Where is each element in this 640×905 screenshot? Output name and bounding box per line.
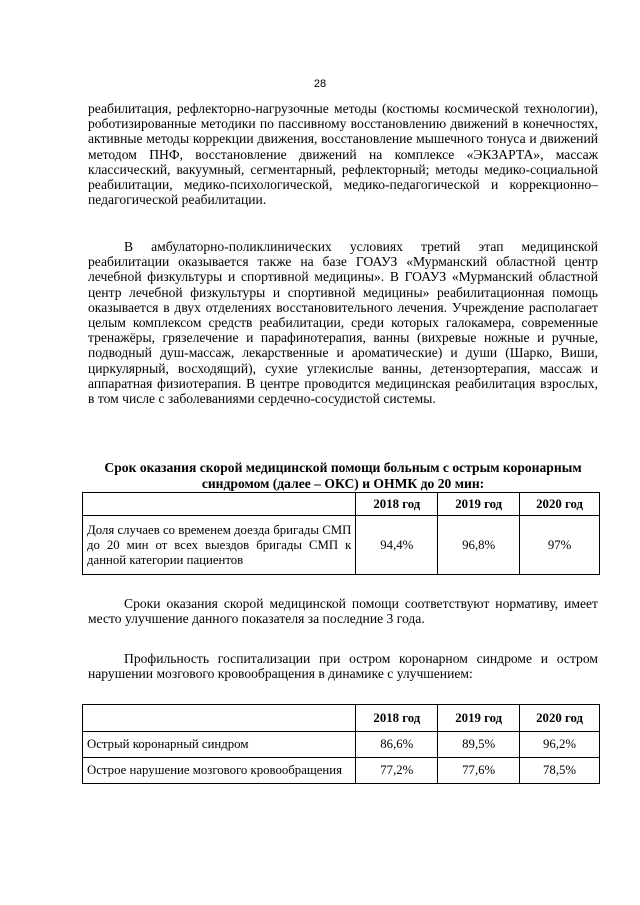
paragraph-rehab-methods: реабилитация, рефлекторно-нагрузочные методы (костюмы космической технологии), роботизированные методики по пассивному восстановлению движений в конечностях, активные методы коррекции движения, восстановление мышечного тонуса и движений методом ПНФ, восстановление движений на комплексе «ЭКЗАРТА», массаж классический, вакуумный, сегментарный, рефлекторный; методы медико-социальной реабилитации, медико-психологической, медико-педагогической и коррекционно–педагогической реабилитации. bbox=[88, 101, 598, 208]
table2-value-2019: 89,5% bbox=[438, 732, 520, 758]
table1-header-2018: 2018 год bbox=[356, 493, 438, 516]
paragraph-outpatient-rehab: В амбулаторно-поликлинических условиях третий этап медицинской реабилитации оказывается также на базе ГОАУЗ «Мурманский областной центр лечебной физкультуры и спортивной медицины». В ГОАУЗ «Мурманский областной центр лечебной физкультуры и спортивной медицины» реабилитационная помощь оказывается в двух отделениях восстановительного лечения. Учреждение располагает целым комплексом средств реабилитации, среди которых галокамера, современные тренажёры, грязелечение и парафинотерапия, ванны (вихревые ножные и ручные, подводный душ-массаж, лекарственные и ароматические) и души (Шарко, Виши, циркулярный, восходящий), сухие углекислые ванны, детензортерапия, массаж и аппаратная физиотерапия. В центре проводится медицинская реабилитация взрослых, в том числе с заболеваниями сердечно-сосудистой системы. bbox=[88, 239, 598, 407]
table2-header-empty bbox=[83, 705, 356, 732]
table1-value-2018: 94,4% bbox=[356, 516, 438, 575]
table1-header-empty bbox=[83, 493, 356, 516]
table-row bbox=[83, 758, 600, 784]
table1-row-label: Доля случаев со временем доезда бригады СМП до 20 мин от всех выездов бригады СМП к данной категории пациентов bbox=[83, 516, 356, 575]
page-number: 28 bbox=[313, 78, 327, 90]
table1-header-2019: 2019 год bbox=[438, 493, 520, 516]
table2-header-2018: 2018 год bbox=[356, 705, 438, 732]
table2-header-2020: 2020 год bbox=[520, 705, 600, 732]
table2-value-2018: 86,6% bbox=[356, 732, 438, 758]
table2-row-label: Острый коронарный синдром bbox=[83, 732, 356, 758]
table-row bbox=[83, 732, 600, 758]
table2-value-2020: 96,2% bbox=[520, 732, 600, 758]
table2-value-2019: 77,6% bbox=[438, 758, 520, 784]
paragraph-ambulance-conclusion: Сроки оказания скорой медицинской помощи соответствуют нормативу, имеет место улучшение данного показателя за последние 3 года. bbox=[88, 596, 598, 627]
table2-value-2018: 77,2% bbox=[356, 758, 438, 784]
table1-header-row bbox=[83, 493, 600, 516]
table2-row-label: Острое нарушение мозгового кровообращения bbox=[83, 758, 356, 784]
table2-value-2020: 78,5% bbox=[520, 758, 600, 784]
table1-header-2020: 2020 год bbox=[520, 493, 600, 516]
table1-value-2019: 96,8% bbox=[438, 516, 520, 575]
table2-header-row bbox=[83, 705, 600, 732]
table1-value-2020: 97% bbox=[520, 516, 600, 575]
paragraph-hospitalization-intro: Профильность госпитализации при остром коронарном синдроме и остром нарушении мозгового кровообращения в динамике с улучшением: bbox=[88, 651, 598, 682]
table-ambulance-arrival bbox=[82, 492, 600, 575]
table-hospitalization-profile bbox=[82, 704, 600, 784]
table2-header-2019: 2019 год bbox=[438, 705, 520, 732]
table1-title: Срок оказания скорой медицинской помощи больным с острым коронарным синдромом (далее – ОКС) и ОНМК до 20 мин: bbox=[104, 460, 582, 491]
table-row bbox=[83, 516, 600, 575]
